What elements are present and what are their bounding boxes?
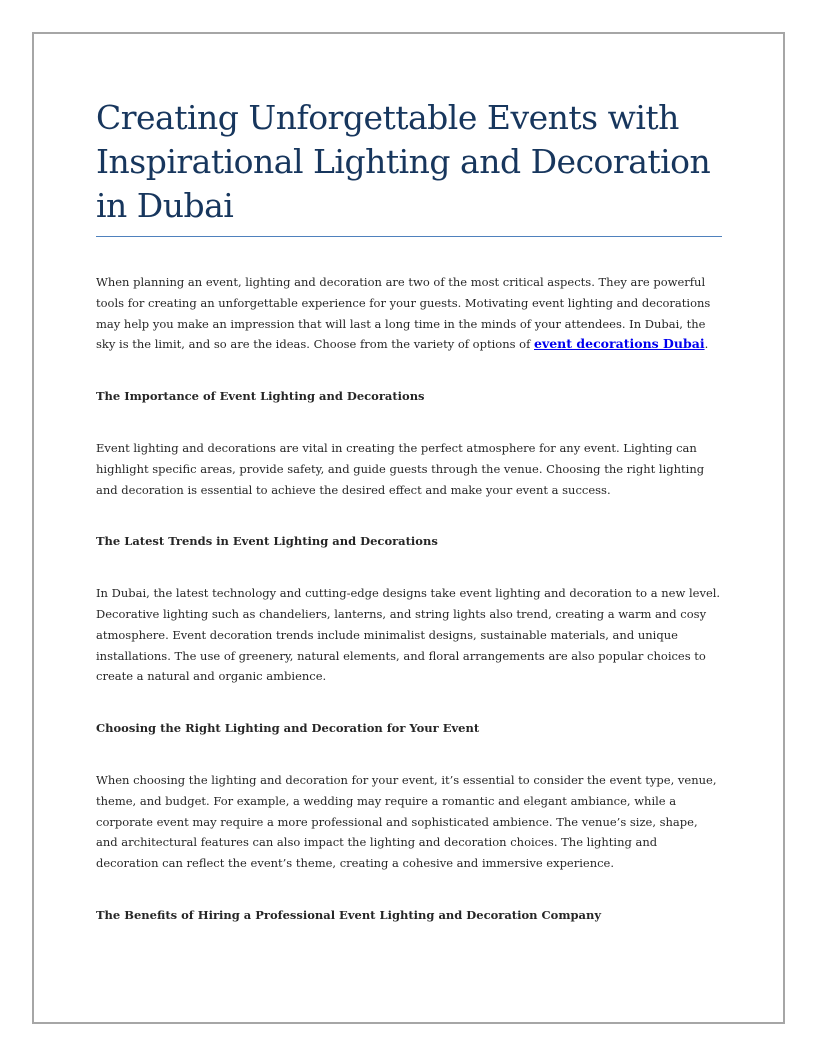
section-heading-choosing: Choosing the Right Lighting and Decoration for Your Event xyxy=(96,721,480,736)
section-heading-importance: The Importance of Event Lighting and Decorations xyxy=(96,389,425,404)
section-heading-benefits: The Benefits of Hiring a Professional Event Lighting and Decoration Company xyxy=(96,907,602,922)
document-body xyxy=(96,96,722,926)
intro-text: When planning an event, lighting and decoration are two of the most critical aspects. They are powerful tools for creating an unforgettable experience for your guests. Motivating event lighting and decorations may help you make an impression that will last a long time in the minds of your attendees. In Dubai, the sky is the limit, and so are the ideas. Choose from the variety of options of xyxy=(96,275,711,352)
event-decorations-link[interactable]: event decorations Dubai xyxy=(534,336,705,352)
section-heading-trends: The Latest Trends in Event Lighting and Decorations xyxy=(96,534,438,549)
intro-end: . xyxy=(704,337,709,352)
intro-paragraph xyxy=(96,272,722,355)
document-title: Creating Unforgettable Events with Inspirational Lighting and Decoration in Dubai xyxy=(96,96,722,237)
section-body-choosing: When choosing the lighting and decoration for your event, it’s essential to consider the event type, venue, theme, and budget. For example, a wedding may require a romantic and elegant ambiance, while a corporate event may require a more professional and sophisticated ambience. The venue’s size, shape, and architectural features can also impact the lighting and decoration choices. The lighting and decoration can reflect the event’s theme, creating a cohesive and immersive experience. xyxy=(96,772,717,871)
section-body-importance: Event lighting and decorations are vital in creating the perfect atmosphere for any event. Lighting can highlight specific areas, provide safety, and guide guests through the venue. Choosing the right lighting and decoration is essential to achieve the desired effect and make your event a success. xyxy=(96,440,705,497)
section-body-trends: In Dubai, the latest technology and cutting-edge designs take event lighting and decoration to a new level. Decorative lighting such as chandeliers, lanterns, and string lights also trend, creating a warm and cosy atmosphere. Event decoration trends include minimalist designs, sustainable materials, and unique installations. The use of greenery, natural elements, and floral arrangements are also popular choices to create a natural and organic ambience. xyxy=(96,586,721,684)
